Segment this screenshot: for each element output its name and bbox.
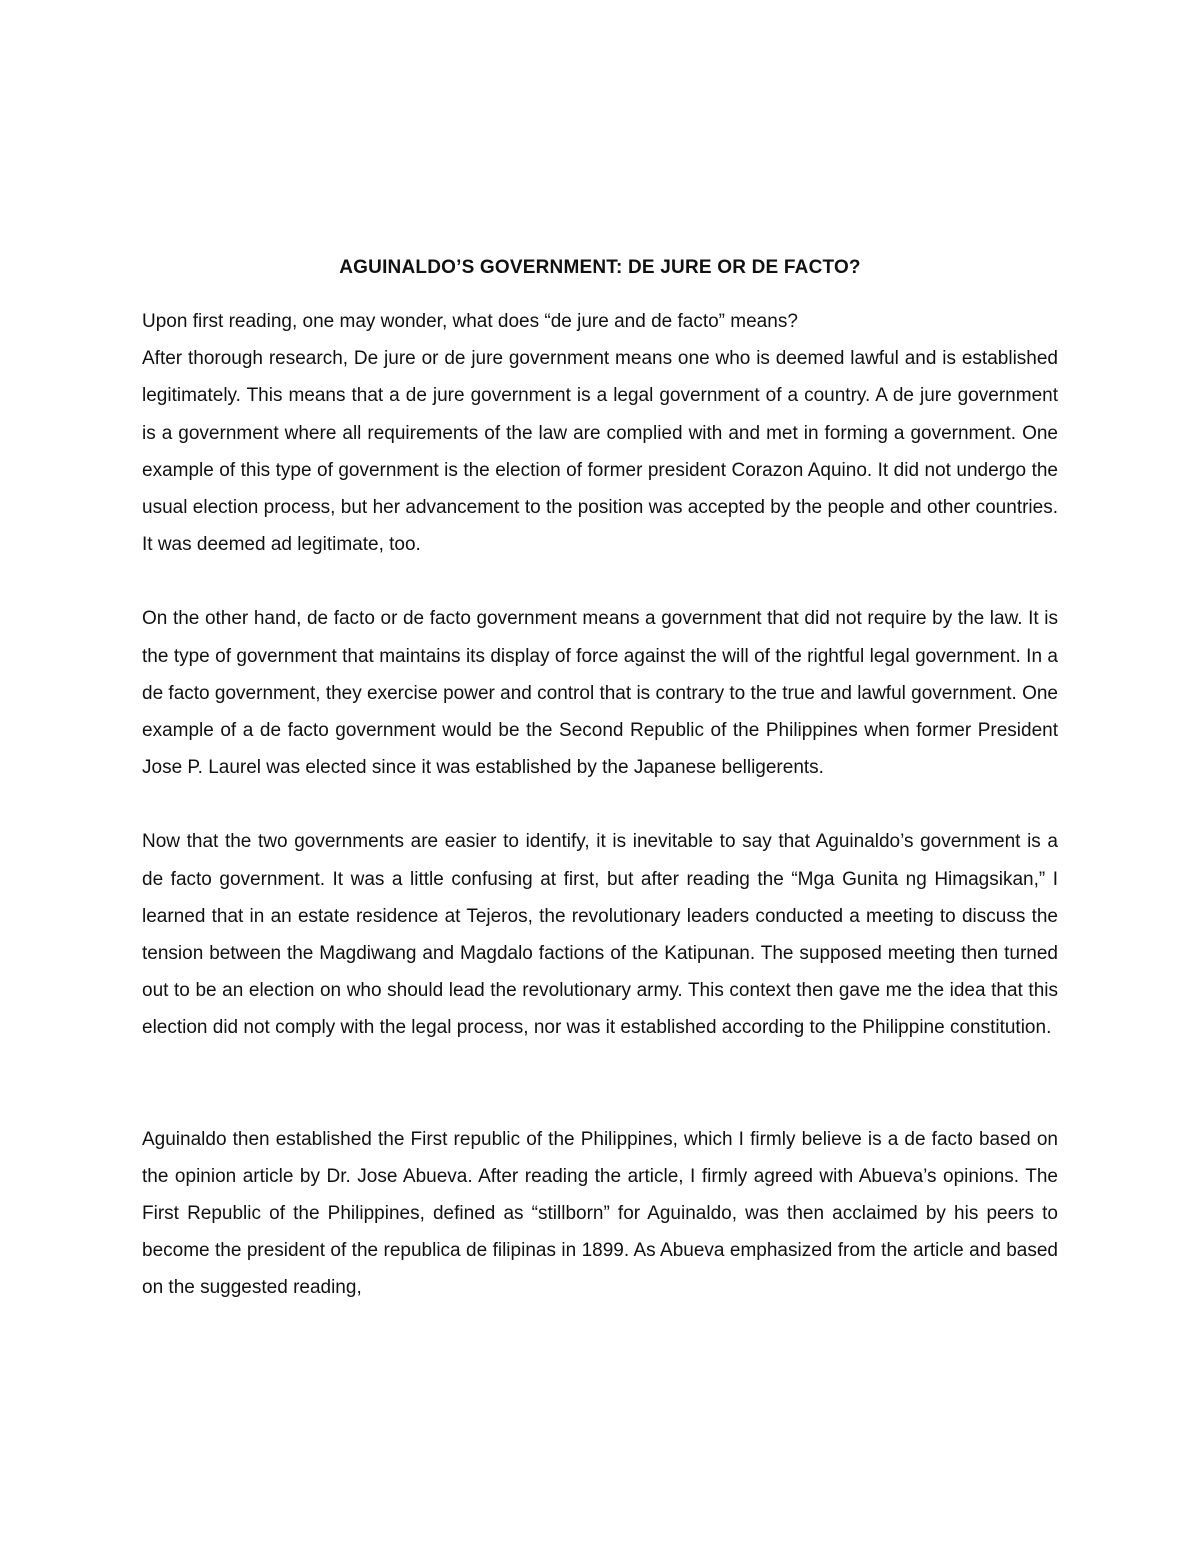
paragraph-de-facto: On the other hand, de facto or de facto government means a government that did not require by the law. It is the type of government that maintains its display of force against the will of the rightful legal government. In a de facto government, they exercise power and control that is contrary to the true and lawful government. One example of a de facto government would be the Second Republic of the Philippines when former President Jose P. Laurel was elected since it was established by the Japanese belligerents.: [142, 608, 1058, 779]
document-title: AGUINALDO’S GOVERNMENT: DE JURE OR DE FACTO?: [339, 257, 861, 278]
paragraph-first-republic: Aguinaldo then established the First republic of the Philippines, which I firmly believe is a de facto based on the opinion article by Dr. Jose Abueva. After reading the article, I firmly agreed with Abueva’s opinions. The First Republic of the Philippines, defined as “stillborn” for Aguinaldo, was then acclaimed by his peers to become the president of the republica de filipinas in 1899. As Abueva emphasized from the article and based on the suggested reading,: [142, 1128, 1058, 1299]
paragraph-aguinaldo-government: Now that the two governments are easier to identify, it is inevitable to say that Aguinaldo’s government is a de facto government. It was a little confusing at first, but after reading the “Mga Gunita ng Himagsikan,” I learned that in an estate residence at Tejeros, the revolutionary leaders conducted a meeting to discuss the tension between the Magdiwang and Magdalo factions of the Katipunan. The supposed meeting then turned out to be an election on who should lead the revolutionary army. This context then gave me the idea that this election did not comply with the legal process, nor was it established according to the Philippine constitution.: [142, 831, 1058, 1039]
document-body: [142, 255, 1058, 1307]
intro-question: Upon first reading, one may wonder, what does “de jure and de facto” means?: [142, 311, 798, 332]
paragraph-de-jure: After thorough research, De jure or de jure government means one who is deemed lawful and is established legitimately. This means that a de jure government is a legal government of a country. A de jure government is a government where all requirements of the law are complied with and met in forming a government. One example of this type of government is the election of former president Corazon Aquino. It did not undergo the usual election process, but her advancement to the position was accepted by the people and other countries. It was deemed ad legitimate, too.: [142, 348, 1058, 556]
